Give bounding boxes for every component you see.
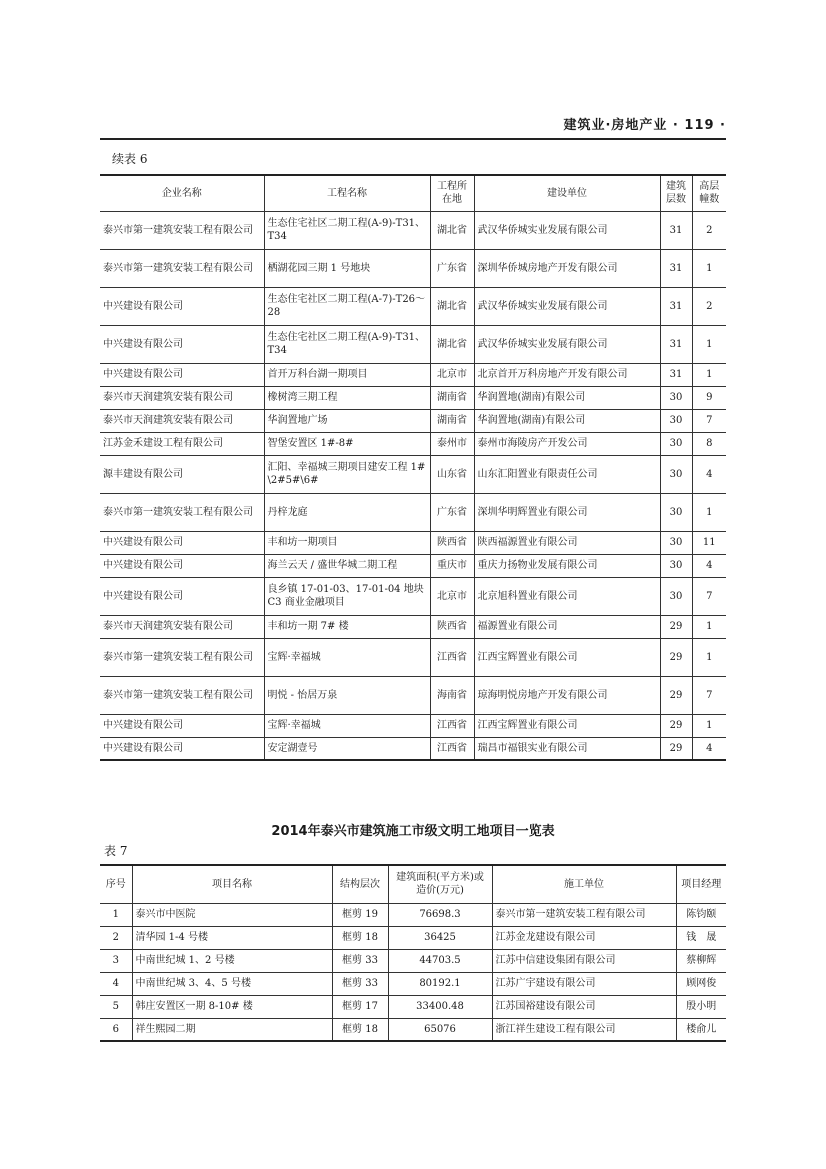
table6-row-cell: 武汉华侨城实业发展有限公司 bbox=[474, 211, 660, 249]
table6-row-cell: 智堡安置区 1#-8# bbox=[264, 432, 430, 455]
table7-row bbox=[100, 972, 726, 995]
table7-title: 2014年泰兴市建筑施工市级文明工地项目一览表 bbox=[271, 824, 555, 839]
table6-row-cell: 中兴建设有限公司 bbox=[100, 325, 264, 363]
table6-caption: 续表 6 bbox=[112, 152, 148, 166]
table6-row-cell: 广东省 bbox=[430, 249, 474, 287]
table6-row-cell: 9 bbox=[692, 386, 726, 409]
table6-row-cell: 中兴建设有限公司 bbox=[100, 531, 264, 554]
table6-row-cell: 良乡镇 17-01-03、17-01-04 地块 C3 商业金融项目 bbox=[264, 577, 430, 615]
table6-row-cell: 宝辉·幸福城 bbox=[264, 714, 430, 737]
table6-row-cell: 陕西省 bbox=[430, 615, 474, 638]
table6-row-cell: 泰兴市天润建筑安装有限公司 bbox=[100, 615, 264, 638]
table6-row bbox=[100, 554, 726, 577]
table6-row-cell: 中兴建设有限公司 bbox=[100, 577, 264, 615]
table6-row-cell: 7 bbox=[692, 577, 726, 615]
table6-row-cell: 泰兴市天润建筑安装有限公司 bbox=[100, 386, 264, 409]
table6-row-cell: 泰兴市第一建筑安装工程有限公司 bbox=[100, 211, 264, 249]
table7-row-cell: 4 bbox=[100, 972, 132, 995]
table7-row-cell: 江苏中信建设集团有限公司 bbox=[492, 949, 676, 972]
table7-row-cell: 1 bbox=[100, 903, 132, 926]
table7-row-cell: 3 bbox=[100, 949, 132, 972]
table6-row-cell: 2 bbox=[692, 287, 726, 325]
table6-body bbox=[100, 211, 726, 760]
table6-row-cell: 深圳华侨城房地产开发有限公司 bbox=[474, 249, 660, 287]
table7-row-cell: 框剪 17 bbox=[332, 995, 388, 1018]
table6-row-cell: 栖湖花园三期 1 号地块 bbox=[264, 249, 430, 287]
table6-row-cell: 重庆力扬物业发展有限公司 bbox=[474, 554, 660, 577]
table6-row-cell: 湖南省 bbox=[430, 386, 474, 409]
table6-row-cell: 深圳华明辉置业有限公司 bbox=[474, 493, 660, 531]
table6-row-cell: 江西宝辉置业有限公司 bbox=[474, 714, 660, 737]
table6-row-cell: 华润置地(湖南)有限公司 bbox=[474, 409, 660, 432]
table6-row-cell: 生态住宅社区二期工程(A-9)-T31、T34 bbox=[264, 325, 430, 363]
table7-caption: 表 7 bbox=[104, 844, 128, 858]
table7-row bbox=[100, 995, 726, 1018]
table6-row-cell: 中兴建设有限公司 bbox=[100, 287, 264, 325]
table7-row-cell: 钱 晟 bbox=[676, 926, 726, 949]
table6-row-cell: 30 bbox=[660, 409, 692, 432]
table6-row-cell: 山东汇阳置业有限责任公司 bbox=[474, 455, 660, 493]
table7-row-cell: 陈钧颐 bbox=[676, 903, 726, 926]
table6-row-cell: 丰和坊一期项目 bbox=[264, 531, 430, 554]
table6-row-cell: 泰州市 bbox=[430, 432, 474, 455]
table6-row-cell: 武汉华侨城实业发展有限公司 bbox=[474, 287, 660, 325]
table6-row-cell: 11 bbox=[692, 531, 726, 554]
table6-row bbox=[100, 737, 726, 760]
table6-row-cell: 4 bbox=[692, 455, 726, 493]
table6-row-cell: 华润置地(湖南)有限公司 bbox=[474, 386, 660, 409]
table6-row-cell: 30 bbox=[660, 455, 692, 493]
table6-row-cell: 泰州市海陵房产开发公司 bbox=[474, 432, 660, 455]
table7-row-cell: 44703.5 bbox=[388, 949, 492, 972]
table6-row-cell: 29 bbox=[660, 638, 692, 676]
table6-row bbox=[100, 455, 726, 493]
table7-row-cell: 36425 bbox=[388, 926, 492, 949]
table6-row-cell: 陕西省 bbox=[430, 531, 474, 554]
table6-row-cell: 源丰建设有限公司 bbox=[100, 455, 264, 493]
table6-row-cell: 宝辉·幸福城 bbox=[264, 638, 430, 676]
table7-col-contractor: 施工单位 bbox=[492, 865, 676, 903]
table6-row-cell: 山东省 bbox=[430, 455, 474, 493]
table6-row-cell: 中兴建设有限公司 bbox=[100, 737, 264, 760]
table6-row-cell: 丹梓龙庭 bbox=[264, 493, 430, 531]
table6-row-cell: 陕西福源置业有限公司 bbox=[474, 531, 660, 554]
table6-row-cell: 30 bbox=[660, 386, 692, 409]
table7-row-cell: 5 bbox=[100, 995, 132, 1018]
table7-row-cell: 殷小明 bbox=[676, 995, 726, 1018]
table6-row bbox=[100, 287, 726, 325]
table6-row-cell: 31 bbox=[660, 325, 692, 363]
table7-row bbox=[100, 1018, 726, 1041]
table6-row bbox=[100, 714, 726, 737]
table6-row-cell: 8 bbox=[692, 432, 726, 455]
table6-row-cell: 北京旭科置业有限公司 bbox=[474, 577, 660, 615]
table7-row-cell: 框剪 18 bbox=[332, 926, 388, 949]
table6-row bbox=[100, 386, 726, 409]
table7-row-cell: 2 bbox=[100, 926, 132, 949]
table6-row-cell: 1 bbox=[692, 249, 726, 287]
table6-row-cell: 武汉华侨城实业发展有限公司 bbox=[474, 325, 660, 363]
table6-row-cell: 江西省 bbox=[430, 737, 474, 760]
table6-row-cell: 30 bbox=[660, 554, 692, 577]
table6-row-cell: 首开万科台湖一期项目 bbox=[264, 363, 430, 386]
table7-row-cell: 清华园 1-4 号楼 bbox=[132, 926, 332, 949]
table6-col-floors: 建筑层数 bbox=[660, 175, 692, 211]
table6-row-cell: 4 bbox=[692, 554, 726, 577]
table6-col-location: 工程所在地 bbox=[430, 175, 474, 211]
table7-row-cell: 泰兴市中医院 bbox=[132, 903, 332, 926]
table6-row bbox=[100, 409, 726, 432]
table6-row-cell: 江西省 bbox=[430, 638, 474, 676]
table6-row-cell: 31 bbox=[660, 249, 692, 287]
table6-row-cell: 30 bbox=[660, 577, 692, 615]
table6-row-cell: 31 bbox=[660, 363, 692, 386]
table7-row-cell: 6 bbox=[100, 1018, 132, 1041]
table6-row-cell: 海兰云天 / 盛世华城二期工程 bbox=[264, 554, 430, 577]
table6-row-cell: 31 bbox=[660, 211, 692, 249]
table6-row-cell: 中兴建设有限公司 bbox=[100, 714, 264, 737]
table6-row bbox=[100, 577, 726, 615]
table6-row bbox=[100, 211, 726, 249]
table6-row-cell: 福源置业有限公司 bbox=[474, 615, 660, 638]
table6-row-cell: 北京市 bbox=[430, 363, 474, 386]
table7-body bbox=[100, 903, 726, 1041]
table7-header-row bbox=[100, 865, 726, 903]
table6-header-row bbox=[100, 175, 726, 211]
table6-row bbox=[100, 615, 726, 638]
table6-col-company: 企业名称 bbox=[100, 175, 264, 211]
table6-row-cell: 1 bbox=[692, 325, 726, 363]
table7 bbox=[100, 864, 726, 1042]
table6-row-cell: 湖南省 bbox=[430, 409, 474, 432]
table6-row-cell: 29 bbox=[660, 676, 692, 714]
table6-row-cell: 湖北省 bbox=[430, 287, 474, 325]
table7-row-cell: 蔡柳辉 bbox=[676, 949, 726, 972]
running-header: 建筑业·房地产业 · 119 · bbox=[100, 116, 726, 140]
table6-row-cell: 生态住宅社区二期工程(A-7)-T26～28 bbox=[264, 287, 430, 325]
table6-row-cell: 1 bbox=[692, 638, 726, 676]
table6-row-cell: 29 bbox=[660, 615, 692, 638]
table6-row-cell: 泰兴市第一建筑安装工程有限公司 bbox=[100, 249, 264, 287]
table7-row-cell: 框剪 33 bbox=[332, 949, 388, 972]
table7-col-project: 项目名称 bbox=[132, 865, 332, 903]
table7-row-cell: 框剪 19 bbox=[332, 903, 388, 926]
table6-row-cell: 4 bbox=[692, 737, 726, 760]
table6-row-cell: 江西省 bbox=[430, 714, 474, 737]
table7-row-cell: 框剪 18 bbox=[332, 1018, 388, 1041]
table6 bbox=[100, 174, 726, 761]
table7-row-cell: 祥生熙园二期 bbox=[132, 1018, 332, 1041]
table6-row bbox=[100, 676, 726, 714]
table6-row-cell: 北京市 bbox=[430, 577, 474, 615]
table7-row-cell: 中南世纪城 3、4、5 号楼 bbox=[132, 972, 332, 995]
table6-row-cell: 江西宝辉置业有限公司 bbox=[474, 638, 660, 676]
table7-row-cell: 江苏金龙建设有限公司 bbox=[492, 926, 676, 949]
table6-row-cell: 30 bbox=[660, 493, 692, 531]
table6-row bbox=[100, 493, 726, 531]
table7-row bbox=[100, 903, 726, 926]
table7-row-cell: 65076 bbox=[388, 1018, 492, 1041]
table6-row bbox=[100, 432, 726, 455]
table7-row bbox=[100, 949, 726, 972]
table6-row-cell: 31 bbox=[660, 287, 692, 325]
table6-row-cell: 7 bbox=[692, 676, 726, 714]
table7-row bbox=[100, 926, 726, 949]
table6-col-project: 工程名称 bbox=[264, 175, 430, 211]
table6-row-cell: 29 bbox=[660, 714, 692, 737]
table6-row-cell: 明悦 - 怡居万泉 bbox=[264, 676, 430, 714]
table6-row-cell: 海南省 bbox=[430, 676, 474, 714]
table7-row-cell: 浙江祥生建设工程有限公司 bbox=[492, 1018, 676, 1041]
table6-col-towers: 高层幢数 bbox=[692, 175, 726, 211]
table7-col-manager: 项目经理 bbox=[676, 865, 726, 903]
table6-row-cell: 泰兴市第一建筑安装工程有限公司 bbox=[100, 493, 264, 531]
table7-row-cell: 33400.48 bbox=[388, 995, 492, 1018]
table6-row-cell: 泰兴市第一建筑安装工程有限公司 bbox=[100, 676, 264, 714]
table6-row-cell: 1 bbox=[692, 615, 726, 638]
table6-row bbox=[100, 249, 726, 287]
table6-row-cell: 安定湖壹号 bbox=[264, 737, 430, 760]
table6-row bbox=[100, 325, 726, 363]
table6-row-cell: 湖北省 bbox=[430, 325, 474, 363]
table6-row-cell: 琼海明悦房地产开发有限公司 bbox=[474, 676, 660, 714]
table6-row-cell: 29 bbox=[660, 737, 692, 760]
table6-row-cell: 1 bbox=[692, 363, 726, 386]
table6-row-cell: 江苏金禾建设工程有限公司 bbox=[100, 432, 264, 455]
table6-row-cell: 湖北省 bbox=[430, 211, 474, 249]
table7-row-cell: 江苏国裕建设有限公司 bbox=[492, 995, 676, 1018]
table6-row-cell: 橡树湾三期工程 bbox=[264, 386, 430, 409]
table7-row-cell: 框剪 33 bbox=[332, 972, 388, 995]
table6-row-cell: 北京首开万科房地产开发有限公司 bbox=[474, 363, 660, 386]
table6-row-cell: 中兴建设有限公司 bbox=[100, 363, 264, 386]
table6-row-cell: 汇阳、幸福城三期项目建安工程 1#\2#5#\6# bbox=[264, 455, 430, 493]
table7-row-cell: 韩庄安置区一期 8-10# 楼 bbox=[132, 995, 332, 1018]
table6-row-cell: 中兴建设有限公司 bbox=[100, 554, 264, 577]
table6-row-cell: 1 bbox=[692, 714, 726, 737]
table7-row-cell: 顾网俊 bbox=[676, 972, 726, 995]
table6-row-cell: 30 bbox=[660, 432, 692, 455]
table7-row-cell: 泰兴市第一建筑安装工程有限公司 bbox=[492, 903, 676, 926]
table6-row-cell: 泰兴市天润建筑安装有限公司 bbox=[100, 409, 264, 432]
table6-row bbox=[100, 531, 726, 554]
table6-row-cell: 2 bbox=[692, 211, 726, 249]
table6-row-cell: 泰兴市第一建筑安装工程有限公司 bbox=[100, 638, 264, 676]
table6-row-cell: 30 bbox=[660, 531, 692, 554]
table6-row-cell: 华润置地广场 bbox=[264, 409, 430, 432]
table7-col-index: 序号 bbox=[100, 865, 132, 903]
table7-row-cell: 中南世纪城 1、2 号楼 bbox=[132, 949, 332, 972]
table7-col-structure: 结构层次 bbox=[332, 865, 388, 903]
table7-row-cell: 江苏广宇建设有限公司 bbox=[492, 972, 676, 995]
table6-row-cell: 丰和坊一期 7# 楼 bbox=[264, 615, 430, 638]
table6-row-cell: 1 bbox=[692, 493, 726, 531]
table7-row-cell: 80192.1 bbox=[388, 972, 492, 995]
table6-row-cell: 瑞昌市福银实业有限公司 bbox=[474, 737, 660, 760]
table6-row-cell: 7 bbox=[692, 409, 726, 432]
table6-row-cell: 广东省 bbox=[430, 493, 474, 531]
table6-row-cell: 重庆市 bbox=[430, 554, 474, 577]
table7-col-area: 建筑面积(平方米)或造价(万元) bbox=[388, 865, 492, 903]
table6-row-cell: 生态住宅社区二期工程(A-9)-T31、T34 bbox=[264, 211, 430, 249]
table6-col-developer: 建设单位 bbox=[474, 175, 660, 211]
table6-row bbox=[100, 363, 726, 386]
table7-row-cell: 楼俞儿 bbox=[676, 1018, 726, 1041]
table7-row-cell: 76698.3 bbox=[388, 903, 492, 926]
table6-row bbox=[100, 638, 726, 676]
